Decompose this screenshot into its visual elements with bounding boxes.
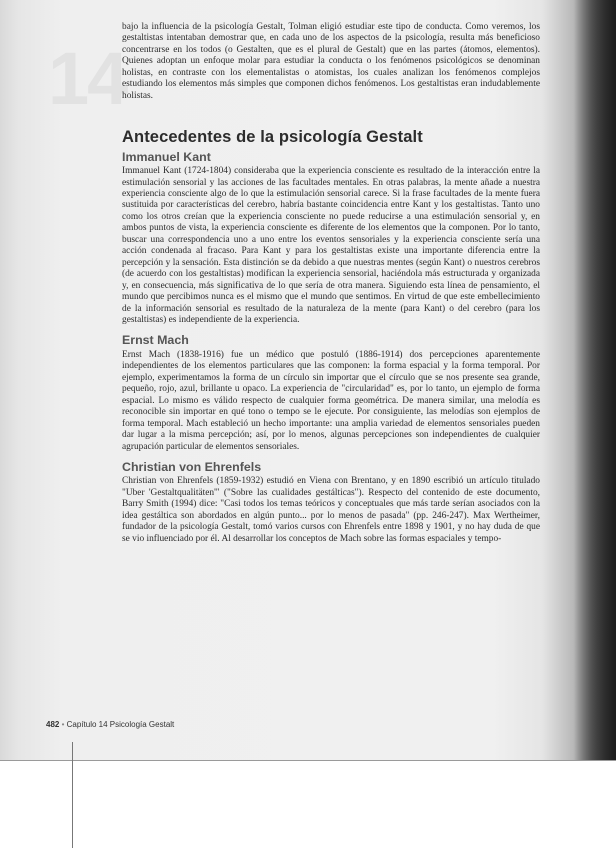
ehrenfels-heading: Christian von Ehrenfels xyxy=(122,459,262,474)
page-footer xyxy=(46,720,174,729)
footer-separator: • xyxy=(61,720,65,729)
page-number: 482 xyxy=(46,720,60,729)
footer-running-title: Psicología Gestalt xyxy=(109,720,175,729)
mach-paragraph: Ernst Mach (1838-1916) fue un médico que postuló (1886-1914) dos percepciones aparentemente independientes de los elementos particulares que las componen: la forma espacial y la forma temporal. Por ejemplo, experimentamos la forma de un círculo sin importar que el círculo que se nos presente sea grande, pequeño, rojo, azul, brillante u opaco. La experiencia de "circularidad" es, por lo tanto, un ejemplo de forma espacial. Lo mismo es válido respecto de cualquier forma geométrica. De manera similar, una melodía es reconocible sin importar en qué tono o tempo se le ejecute. Por consiguiente, las melodías son ejemplos de forma temporal. Mach estableció un hecho importante: una amplia variedad de elementos sensoriales pueden dar lugar a la misma percepción; así, por lo menos, algunas percepciones son independientes de cualquier agrupación particular de elementos sensoriales. xyxy=(122,349,540,452)
ehrenfels-paragraph: Christian von Ehrenfels (1859-1932) estudió en Viena con Brentano, y en 1890 escribió un artículo titulado "Uber 'Gestaltqualitäten'" ("Sobre las cualidades gestálticas"). Respecto del contenido de este documento, Barry Smith (1994) dice: "Casi todos los temas teóricos y conceptuales que más tarde serían asociados con la idea gestáltica son abordados en algún punto... por lo menos de pasada" (pp. 246-247). Max Wertheimer, fundador de la psicología Gestalt, tomó varios cursos con Ehrenfels entre 1898 y 1901, y no hay duda de que se vio influenciado por él. Al desarrollar los conceptos de Mach sobre las formas espaciales y tempo- xyxy=(122,476,540,544)
scan-edge-line xyxy=(0,760,616,761)
section-title: Antecedentes de la psicología Gestalt xyxy=(122,128,423,147)
kant-paragraph: Immanuel Kant (1724-1804) consideraba que la experiencia consciente es resultado de la interacción entre la estimulación sensorial y las acciones de las facultades mentales. En otras palabras, la mente añade a nuestra experiencia consciente algo de lo que la estimulación sensorial carece. Si la frase facultades de la mente fuera sustituida por características del cerebro, habría bastante coincidencia entre Kant y los gestaltistas. Tanto uno como los otros creían que la experiencia consciente no puede reducirse a una estimulación sensorial y, en ambos puntos de vista, la experiencia consciente es diferente de los elementos que la componen. Por lo tanto, buscar una correspondencia uno a uno entre los eventos sensoriales y la experiencia consciente sería una acción condenada al fracaso. Para Kant y para los gestaltistas existe una importante diferencia entre la percepción y la sensación. Esta distinción se da debido a que nuestras mentes (según Kant) o nuestros cerebros (de acuerdo con los gestaltistas) modifican la experiencia sensorial, haciéndola más estructurada y organizada y, en consecuencia, más significativa de lo que sería de otra manera. Siguiendo esta línea de pensamiento, el mundo que percibimos nunca es el mismo que el mundo que sentimos. En virtud de que este embellecimiento de la información sensorial es resultado de la naturaleza de la mente (para Kant) o del cerebro (para los gestaltistas) es independiente de la experiencia. xyxy=(122,166,540,325)
mach-heading: Ernst Mach xyxy=(122,333,189,348)
margin-rule xyxy=(72,742,73,848)
footer-chapter: Capítulo 14 xyxy=(66,720,108,729)
page-body xyxy=(122,22,540,545)
kant-heading: Immanuel Kant xyxy=(122,149,211,164)
book-gutter-shadow xyxy=(574,0,616,760)
intro-paragraph: bajo la influencia de la psicología Gestalt, Tolman eligió estudiar este tipo de conducta. Como veremos, los gestaltistas intentaban demostrar que, en cada uno de los aspectos de la psicología, resulta más beneficioso concentrarse en los todos (o Gestalten, que es el plural de Gestalt) que en las partes (átomos, elementos). Quienes adoptan un enfoque molar para estudiar la conducta o los fenómenos psicológicos se denominan holistas, en contraste con los elementalistas o atomistas, los cuales analizan los fenómenos complejos estudiando los elementos más simples que componen dichos fenómenos. Los gestaltistas eran indudablemente holistas. xyxy=(122,22,540,101)
chapter-watermark: 14 xyxy=(48,37,127,120)
